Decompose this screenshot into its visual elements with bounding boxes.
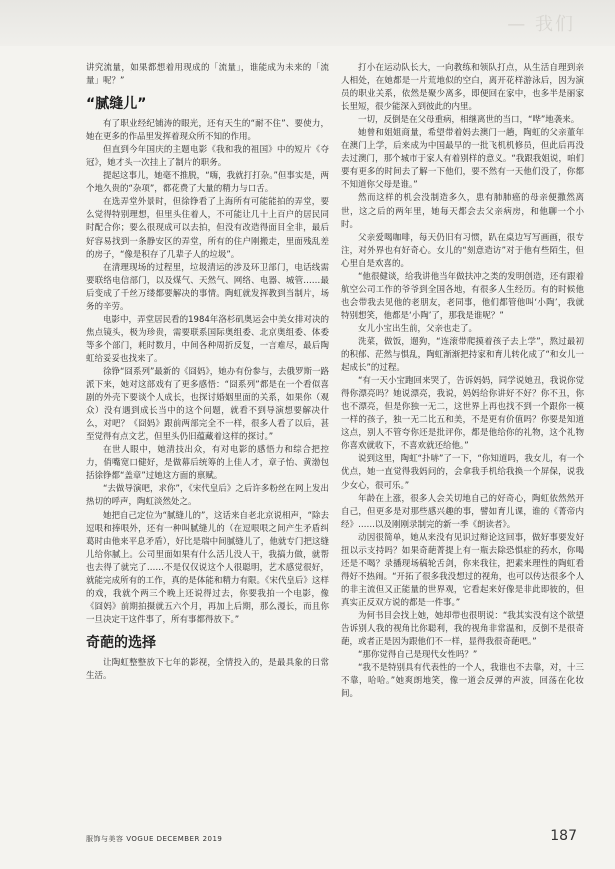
section-heading: “腻缝儿” — [86, 96, 147, 113]
paragraph: 说到这里，陶虹“扑哧”了一下，“你知道吗，我女儿，有一个优点，她一直觉得我妈问的，会拿我手机给我换一个屏保，说我少女心，很可乐。” — [341, 454, 584, 491]
paragraph: 洗菜，做饭，遛狗，“连滚带爬摸着孩子去上学”，熬过最初的积郁、茫然与惧乱，陶虹渐渐把持家和育儿转化成了“和女儿一起成长”的过程。 — [341, 336, 584, 374]
paragraph: 有了职业经纪铺涛的眼光，还有天生的“耐不住”、要使力，她在更多的作品里发挥着现众所不知的作用。 — [86, 119, 329, 143]
right-column — [341, 62, 584, 701]
paragraph: 在清理现场的过程里，垃圾清运的涉及环卫部门，电话线需要联络电信部门，以及煤气、天然气、网络、电器、城管……最后变成了千丝万缕都要解决的事情。陶虹就发挥教到当制片，场务的辛劳。 — [86, 262, 329, 312]
page-number: 187 — [550, 828, 577, 844]
paragraph: “我不是特别具有代表性的一个人，我谁也不去靠，对，十三不靠，哈哈。”她爽朗地笑，像一道会反弹的声波，回荡在化妆间。 — [341, 663, 584, 700]
paragraph: 为何书目会找上她，她却带也很明说：“我其实没有这个欲望告诉别人我的视角比你聪利，我的视角非常温和，反倒不是很奇葩，或者正是因为跟他们不一样，显得我很奇葩吧。” — [341, 610, 584, 648]
paragraph: 让陶虹整整放下七年的影视，全情投入的，是最具象的日常生活。 — [86, 657, 329, 681]
paragraph: 女儿小宝出生前，父亲也走了。 — [358, 323, 478, 334]
left-column — [86, 62, 329, 683]
paragraph: 但直到今年国庆的主题电影《我和我的祖国》中的短片《夺冠》，她才头一次挂上了制片的职务。 — [86, 145, 329, 169]
paragraph: 她曾和姐姐商量，希望带着妈去澳门一趟，陶虹的父亲董年在澳门上学，后来成为中国最早的一批飞机机修员，但此后再没去过澳门，那个城市于家人有着别样的意义。“我跟我姐说，咱们要有更多的时间去了解一下他们，要不然有一天他们没了，你都不知道你父母是谁。” — [341, 128, 584, 191]
paragraph: 在选弄堂外景时，但徐铮看了上海所有可能能拍的弄堂，要么觉得特别理想，但里头住着人，不可能让几十上百户的居民同时配合你；要么很现成可以去拍，但没有改造得面目全非，最后好容易找到一条静安区的弄堂，所有的住户刚搬走，里面残乱差的房子，“像是积存了几辈子人的垃圾”。 — [86, 197, 329, 260]
header-band — [0, 0, 615, 46]
paragraph: 父亲爱喝咖啡，每天仍旧有习惯，趴在桌边写写画画，很专注，对外界也有好奇心。女儿的“刻意造访”对于他有些陌生，但心里自是欢喜的。 — [341, 232, 584, 269]
header-ghost-text: — 我们 — [507, 14, 575, 35]
paragraph: 动因很简单，她从来没有见识过辩论这回事，做好事要发好扭以示支持吗？如果奇葩菁提上有一瓶去除恐惧症的药水，你喝还是不喝？录播现场稿轮舌剑，你来我往，把素来理性的陶虹看得好不热闹。“开拓了很多我没想过的视角，也可以传达很多个人的非主流但又正能量的世界观，它看起来好像是非此即彼的，但真实正反双方说的都是一件事。” — [341, 532, 584, 608]
paragraph: 一切，反倒是在父母重病，相继离世的当口，“哗”地袭来。 — [358, 115, 580, 126]
paragraph: “去做导演吧，求你”，《宋代皇后》之后许多粉丝在网上发出热切的呼声，陶虹淡然处之。 — [86, 484, 329, 508]
paragraph: 电影中，弄堂居民看的1984年洛杉矶奥运会中美女排对决的焦点镜头，极为珍贵，需要联系国际奥组委、北京奥组委、体委等多个部门，耗时数月，中间各种周折反复，一言难尽，最后陶虹给妥妥也找来了。 — [86, 314, 329, 364]
paragraph: “那你觉得自己是现代女性吗？” — [358, 650, 478, 661]
paragraph: 讲究流量，如果都想着用现成的「流量」，谁能成为未来的「流量」呢？” — [86, 63, 329, 87]
paragraph: 年龄在上涨，很多人会关切地自己的好奇心，陶虹依然然开自己，但更多是对那些感兴趣的事，譬如育儿课，谁的《菁帝内经》……以及刚刚录制完的新一季《朗读者》。 — [341, 493, 584, 530]
paragraph: 在世人眼中，她清技出众，有对电影的感悟力和综合把控力，俏嘴宽口健好，是做幕后统筹的上佳人才，章子怡、黄渤包括徐铮都“盖章”过她这方面的禀赋。 — [86, 445, 329, 482]
paragraph: “有一天小宝跑回来哭了，告诉妈妈，同学说她丑，我说你觉得你漂亮吗？她说漂亮，我说，妈妈给你讲好不好？你不丑，你也不漂亮，但是你独一无二，这世界上再也找不到一个跟你一模一样的孩子，独一无二比五和美，不是更有价值吗？你要是知道这点，别人不管夸你还是批评你，都是他给你的礼物，这个礼物你喜欢就收下，不喜欢就还给他。” — [341, 376, 584, 452]
paragraph: “他很健谈，给我讲他当年做扶冲之类的发明创造，还有跟着航空公司工作的爷爷到全国各地，有很多人生经历。有的时候他也会带我去见他的老朋友，老同事，他们都管他叫‘小陶’，我就特别想笑，他都是‘小陶’了，那我是谁呢？” — [341, 271, 584, 321]
paragraph: 徐铮“囧系列”最新的《囧妈》，她办有份参与，去俄罗斯一路派下来，她对这部戏有了更多感悟：“囧系列”都是在一个看似喜剧的外壳下要谈个人成长，也探讨婚姻里面的关系，如果你（观众）没有遇到成长当中的这个问题，就看不到导演想要解决什么，对吧？《囧妈》跟前两部完全不一样，很多人看了以后，甚至觉得有点文艺，但里头仍旧蕴藏着这样的探讨。” — [86, 366, 329, 443]
paragraph: 提起这事儿，她毫不推脱，“嗨，我就打打杂。”但事实是，两个地久贵的“杂项”，都花费了大量的精力与口舌。 — [86, 171, 329, 195]
paragraph: 然而这样的机会没制造多久，患有肺肺癌的母亲便撒然离世，这之后的两年里，她每天都会去父亲病房，和他聊一个小时。 — [341, 193, 584, 230]
paragraph: 打小在运动队长大，一向教练和领队打点，从生活自理到亲人相处，在她都是一片荒地似的空白，离开花样游泳后，因为演员的职业关系，依然是聚少离多，即便回在家中，也多半是丽家长里短，很少能深入到彼此的内里。 — [341, 63, 584, 113]
footer-magazine-issue: 服饰与美容 VOGUE DECEMBER 2019 — [86, 835, 223, 843]
paragraph: 她把自己定位为“腻缝儿的”，这话来自老北京说相声，“除去逗哏和捧哏外，还有一种叫腻缝儿的（在逗哏哏之间产生矛盾纠葛时由他来平息矛盾），好比是瑞中间腻缝儿了，他就专门把这缝儿给你腻上。公司里面如果有什么活儿没人干，我搞力做，就帮也去得了就完了……不是仅仅说这个人很聪明，艺术感觉很好，就能完成所有的工作，真的是体能和精力有限。《宋代皇后》这样的戏，我就个两三个晚上还说得过去，你要我拍一个电影，像《囧妈》前期拍摄就五六个月，再加上后期，那么漫长，而且你一旦决定干这件事了，所有事都得放下。” — [86, 510, 329, 625]
section-heading: 奇葩的选择 — [86, 634, 156, 651]
